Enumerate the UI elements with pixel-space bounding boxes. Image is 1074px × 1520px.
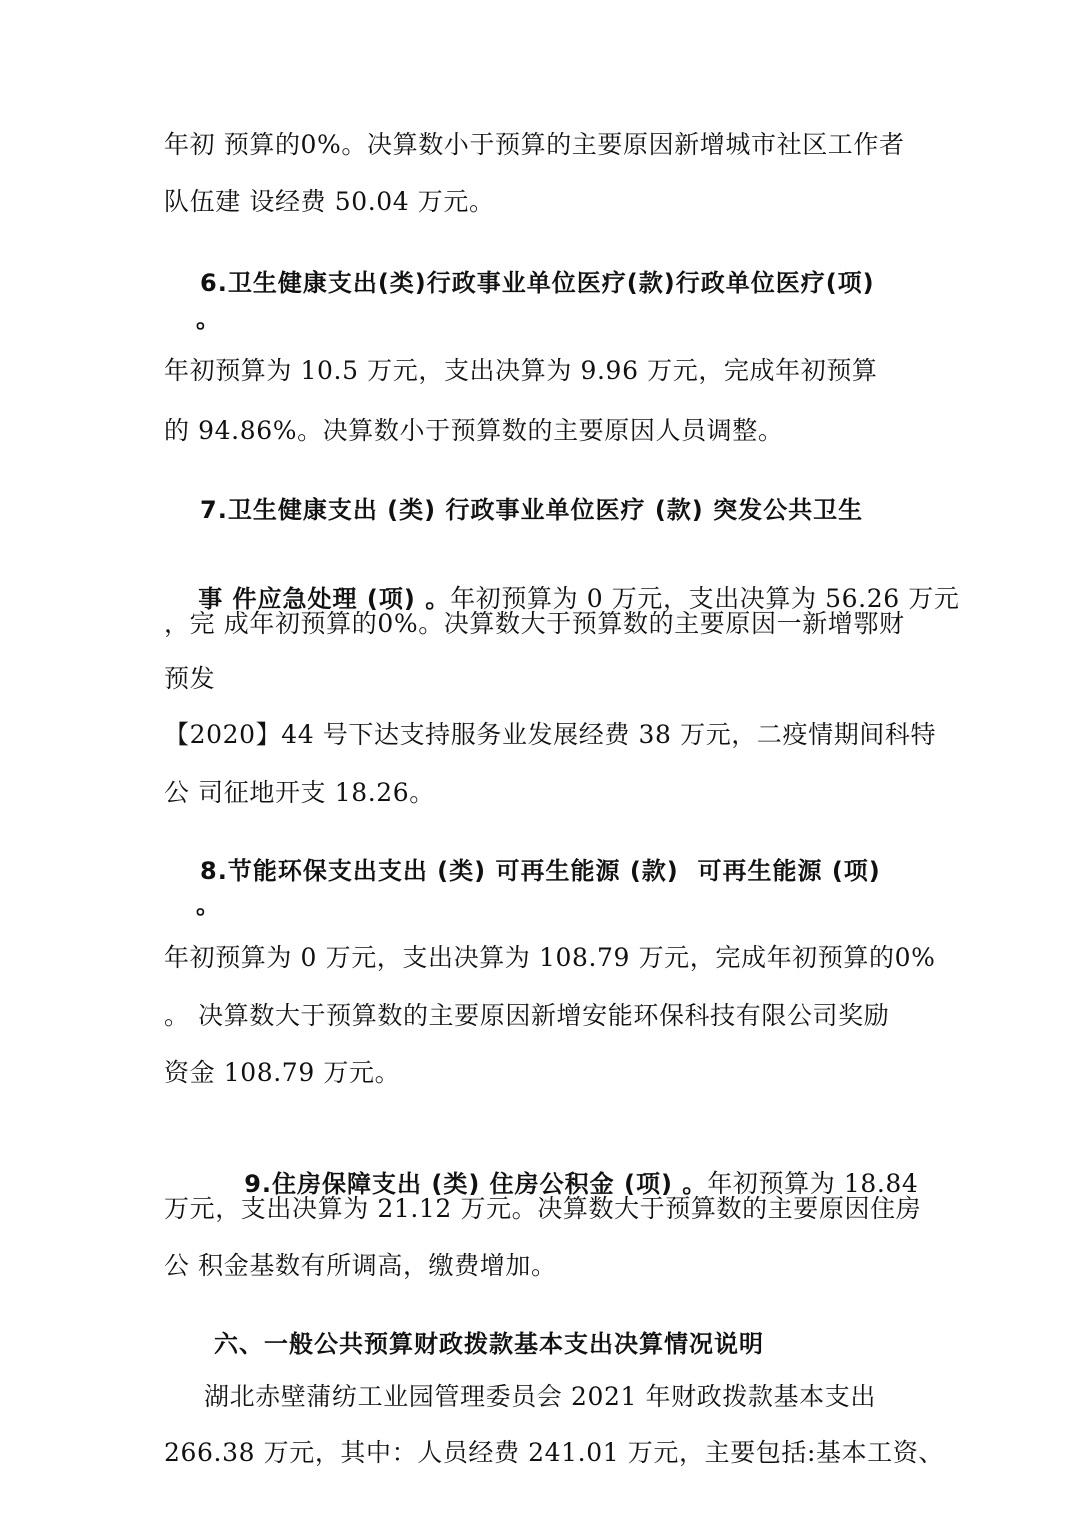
section-heading-9: 9.住房保障支出 (类) 住房公积金 (项) 。 <box>244 1170 708 1198</box>
paragraph-line: 预发 <box>164 664 216 693</box>
section-heading-7: 7.卫生健康支出 (类) 行政事业单位医疗 (款) 突发公共卫生 <box>200 496 864 524</box>
paragraph-line: 年初预算为 0 万元，支出决算为 108.79 万元，完成年初预算的0% <box>164 943 936 972</box>
paragraph-line: 。 决算数大于预算数的主要原因新增安能环保科技有限公司奖励 <box>164 1001 890 1030</box>
paragraph-text: 年初预算为 0 万元，支出决算为 56.26 万元 <box>450 584 960 613</box>
section-heading-7-cont: 事 件应急处理 (项) 。 <box>198 585 451 613</box>
section-heading-6-period: 。 <box>196 305 221 333</box>
paragraph-line: 【2020】44 号下达支持服务业发展经费 38 万元，二疫情期间科特 <box>164 720 937 749</box>
section-title-6: 六、一般公共预算财政拨款基本支出决算情况说明 <box>214 1330 764 1358</box>
paragraph-line: 年初预算为 10.5 万元，支出决算为 9.96 万元，完成年初预算 <box>164 356 878 385</box>
paragraph-line: 资金 108.79 万元。 <box>164 1058 401 1087</box>
paragraph-line: 公 司征地开支 18.26。 <box>164 778 435 807</box>
paragraph-text: 年初预算为 18.84 <box>707 1169 919 1198</box>
paragraph-line: 队伍建 设经费 50.04 万元。 <box>164 187 495 216</box>
paragraph-line: 266.38 万元，其中：人员经费 241.01 万元，主要包括:基本工资、 <box>164 1438 945 1467</box>
section-heading-8-period: 。 <box>196 891 221 919</box>
paragraph-line: 万元，支出决算为 21.12 万元。决算数大于预算数的主要原因住房 <box>164 1194 922 1223</box>
paragraph-line: ，完 成年初预算的0%。决算数大于预算数的主要原因一新增鄂财 <box>164 609 905 638</box>
section-heading-6: 6.卫生健康支出(类)行政事业单位医疗(款)行政单位医疗(项) <box>200 269 875 297</box>
section-heading-8: 8.节能环保支出支出 (类) 可再生能源 (款) 可再生能源 (项) <box>200 857 881 885</box>
paragraph-line: 的 94.86%。决算数小于预算数的主要原因人员调整。 <box>164 416 784 445</box>
paragraph-line: 湖北赤壁蒲纺工业园管理委员会 2021 年财政拨款基本支出 <box>204 1382 876 1411</box>
paragraph-line: 年初 预算的0%。决算数小于预算的主要原因新增城市社区工作者 <box>164 130 905 159</box>
paragraph-line: 公 积金基数有所调高，缴费增加。 <box>164 1251 557 1280</box>
